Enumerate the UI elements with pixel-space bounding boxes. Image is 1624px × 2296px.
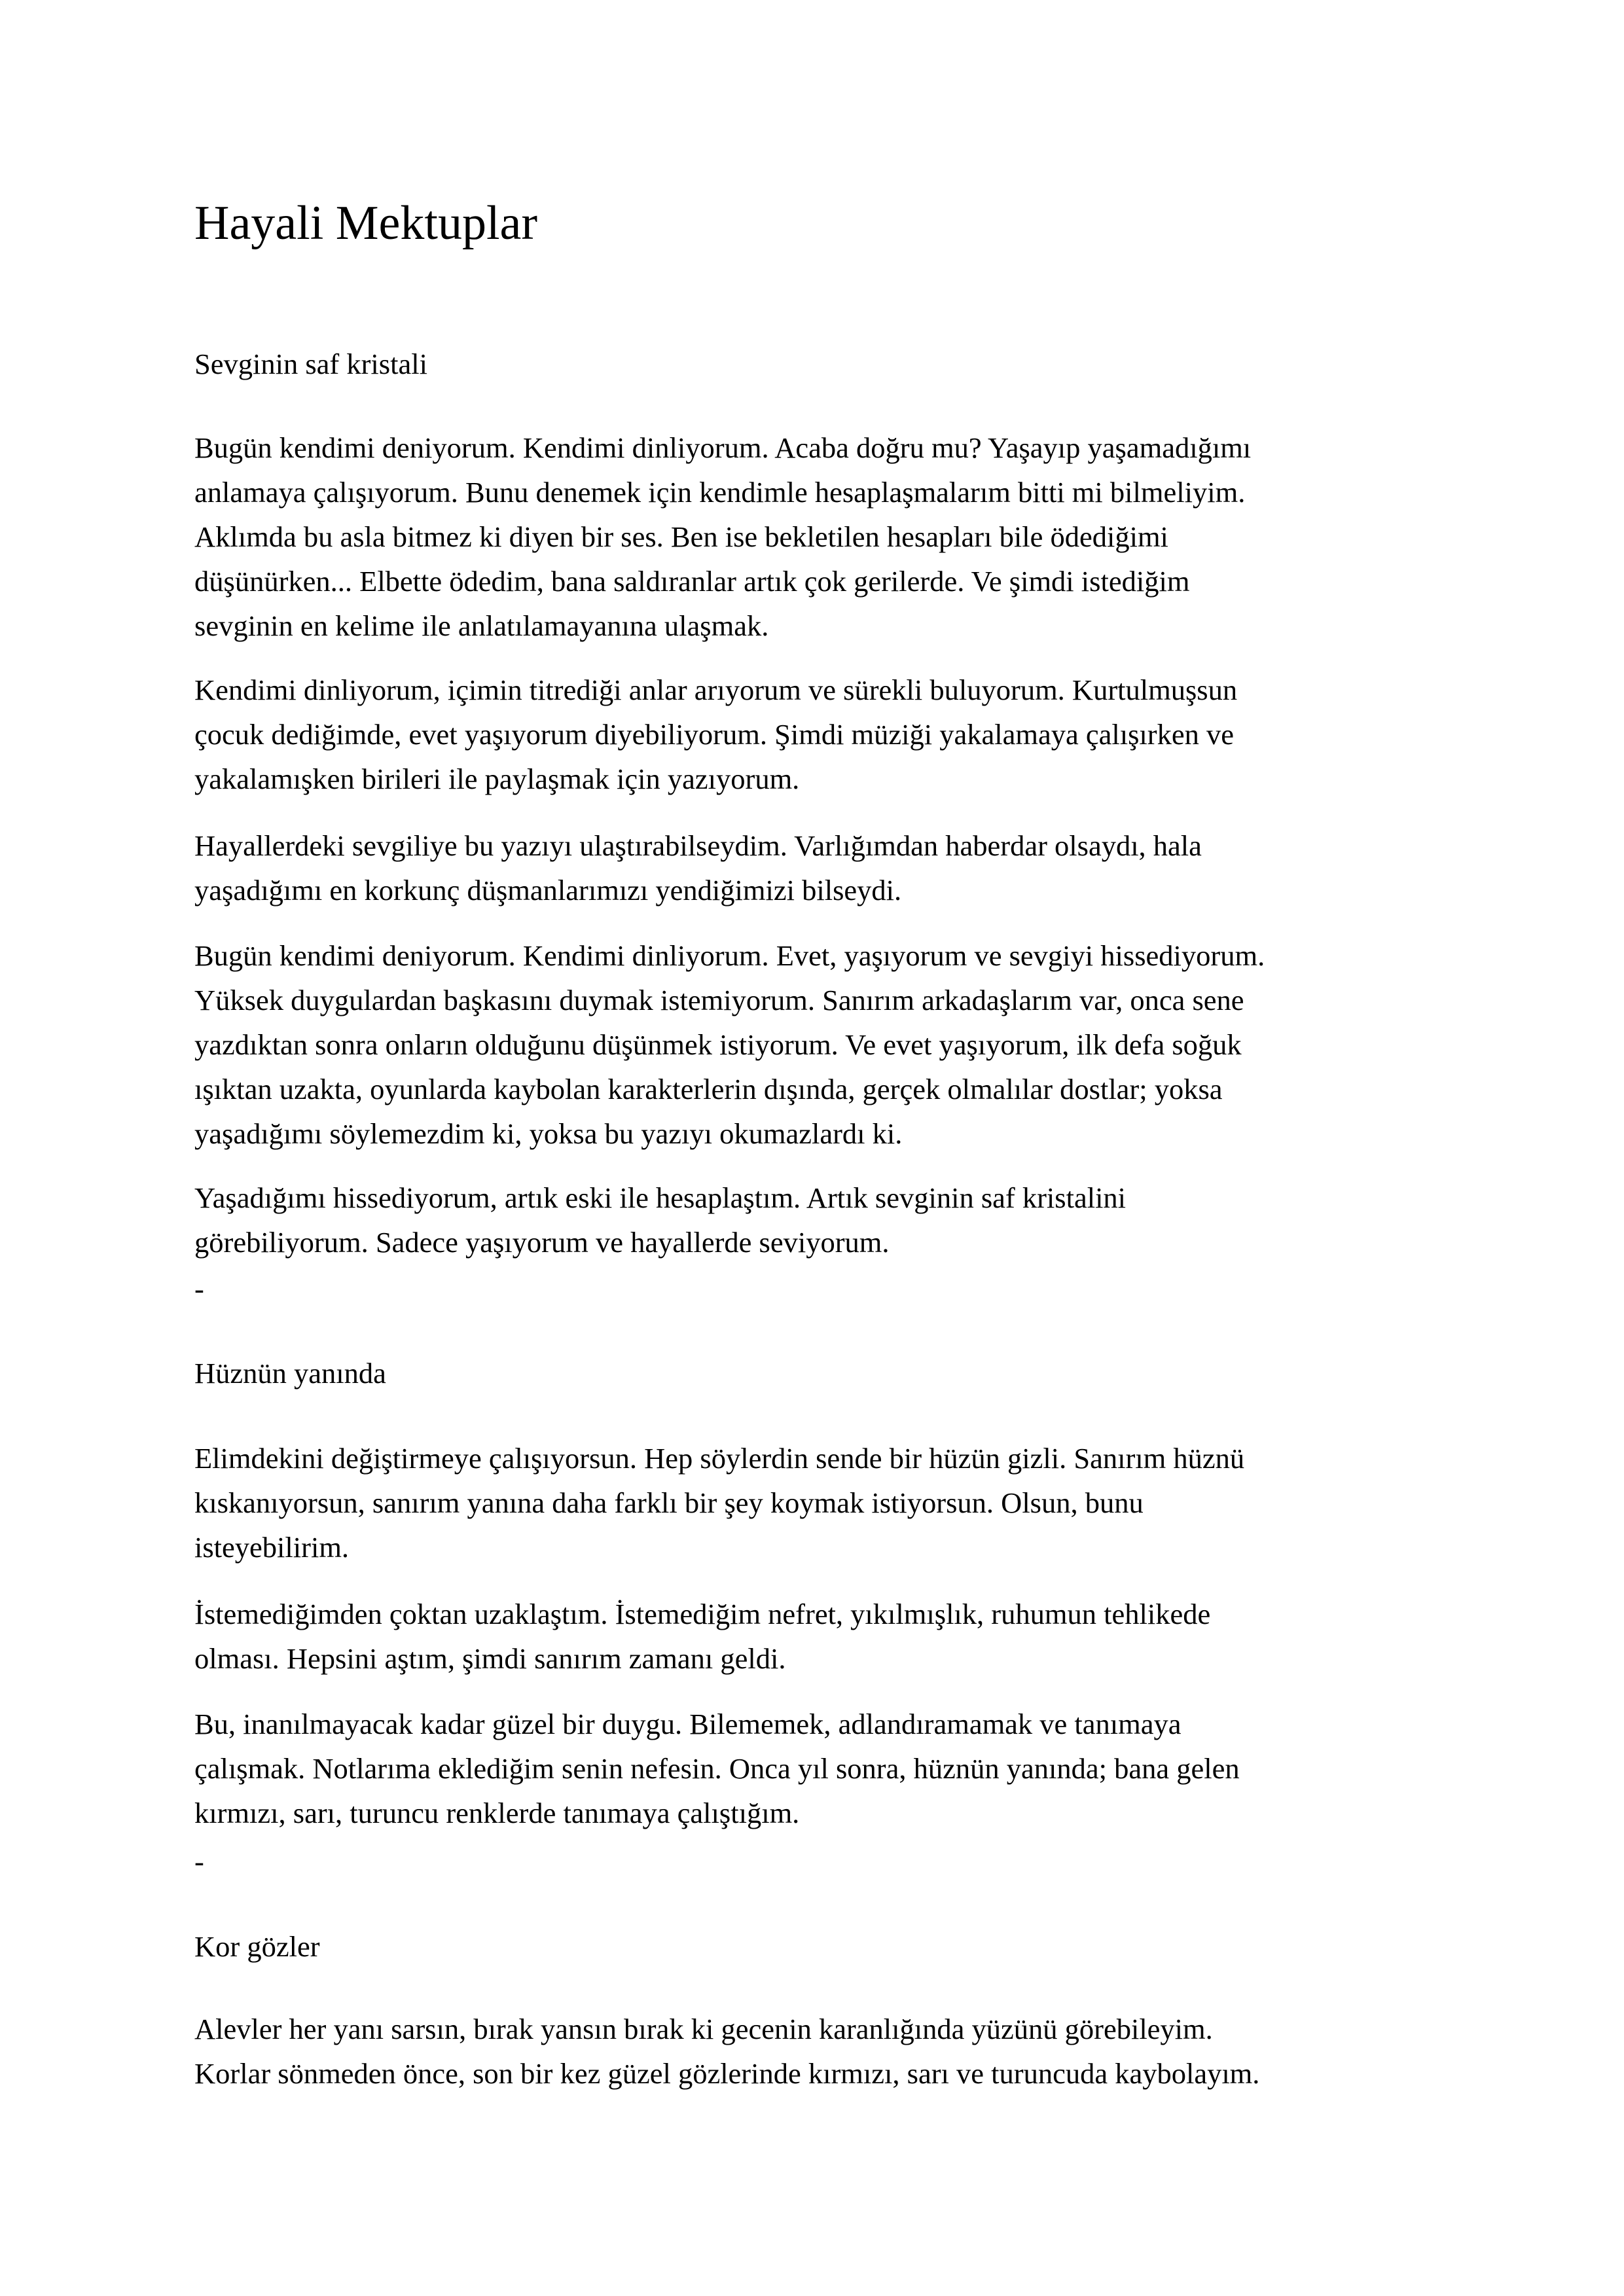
paragraph-line: isteyebilirim. xyxy=(194,1531,350,1564)
paragraph-line: yazdıktan sonra onların olduğunu düşünmek istiyorum. Ve evet yaşıyorum, ilk defa soğuk xyxy=(194,1028,1242,1061)
paragraph-line: Korlar sönmeden önce, son bir kez güzel gözlerinde kırmızı, sarı ve turuncuda kaybolayım. xyxy=(194,2057,1260,2090)
section-separator xyxy=(194,1266,204,1311)
separator-dash: - xyxy=(194,1272,204,1305)
paragraph-line: Kendimi dinliyorum, içimin titrediği anlar arıyorum ve sürekli buluyorum. Kurtulmuşsun xyxy=(194,673,1238,706)
paragraph-line: yaşadığımı söylemezdim ki, yoksa bu yazıyı okumazlardı ki. xyxy=(194,1117,903,1150)
paragraph-line: sevginin en kelime ile anlatılamayanına ulaşmak. xyxy=(194,609,769,642)
paragraph-line: Yüksek duygulardan başkasını duymak istemiyorum. Sanırım arkadaşlarım var, onca sene xyxy=(194,984,1244,1016)
paragraph-line: görebiliyorum. Sadece yaşıyorum ve hayallerde seviyorum. xyxy=(194,1226,890,1259)
document-title: Hayali Mektuplar xyxy=(194,196,537,250)
paragraph xyxy=(194,1702,1240,1835)
paragraph-line: yakalamışken birileri ile paylaşmak için yazıyorum. xyxy=(194,762,800,795)
paragraph xyxy=(194,668,1237,801)
paragraph-line: ışıktan uzakta, oyunlarda kaybolan karakterlerin dışında, gerçek olmalılar dostlar; yoksa xyxy=(194,1073,1223,1105)
paragraph-line: Aklımda bu asla bitmez ki diyen bir ses. Ben ise bekletilen hesapları bile ödediğimi xyxy=(194,520,1168,553)
heading-text: Kor gözler xyxy=(194,1930,320,1963)
paragraph-line: Elimdekini değiştirmeye çalışıyorsun. Hep söylerdin sende bir hüzün gizli. Sanırım hüznü xyxy=(194,1442,1245,1475)
section-separator xyxy=(194,1839,204,1884)
paragraph xyxy=(194,933,1265,1156)
paragraph-line: yaşadığımı en korkunç düşmanlarımızı yendiğimizi bilseydi. xyxy=(194,874,902,906)
heading-text: Sevginin saf kristali xyxy=(194,348,427,380)
paragraph-line: Bu, inanılmayacak kadar güzel bir duygu. Bilememek, adlandıramamak ve tanımaya xyxy=(194,1708,1182,1740)
heading-text: Hüznün yanında xyxy=(194,1357,386,1390)
section-heading xyxy=(194,342,427,386)
paragraph-line: kıskanıyorsun, sanırım yanına daha farklı bir şey koymak istiyorsun. Olsun, bunu xyxy=(194,1486,1144,1519)
paragraph xyxy=(194,425,1251,648)
paragraph xyxy=(194,1436,1244,1570)
paragraph-line: Hayallerdeki sevgiliye bu yazıyı ulaştırabilseydim. Varlığımdan haberdar olsaydı, hala xyxy=(194,829,1202,862)
paragraph xyxy=(194,1592,1210,1681)
section-heading xyxy=(194,1924,320,1969)
paragraph xyxy=(194,1175,1126,1265)
paragraph-line: Alevler her yanı sarsın, bırak yansın bırak ki gecenin karanlığında yüzünü görebileyim. xyxy=(194,2013,1213,2045)
paragraph xyxy=(194,823,1202,912)
paragraph-line: İstemediğimden çoktan uzaklaştım. İstemediğim nefret, yıkılmışlık, ruhumun tehlikede xyxy=(194,1598,1211,1630)
section-heading xyxy=(194,1351,386,1395)
paragraph-line: anlamaya çalışıyorum. Bunu denemek için kendimle hesaplaşmalarım bitti mi bilmeliyim. xyxy=(194,476,1246,509)
paragraph-line: kırmızı, sarı, turuncu renklerde tanımaya çalıştığım. xyxy=(194,1797,800,1829)
separator-dash: - xyxy=(194,1845,204,1878)
paragraph-line: çocuk dediğimde, evet yaşıyorum diyebiliyorum. Şimdi müziği yakalamaya çalışırken ve xyxy=(194,718,1234,751)
paragraph-line: Yaşadığımı hissediyorum, artık eski ile hesaplaştım. Artık sevginin saf kristalini xyxy=(194,1181,1127,1214)
paragraph-line: çalışmak. Notlarıma eklediğim senin nefesin. Onca yıl sonra, hüznün yanında; bana gelen xyxy=(194,1752,1240,1785)
paragraph xyxy=(194,2007,1259,2096)
paragraph-line: Bugün kendimi deniyorum. Kendimi dinliyorum. Acaba doğru mu? Yaşayıp yaşamadığımı xyxy=(194,431,1252,464)
paragraph-line: olması. Hepsini aştım, şimdi sanırım zamanı geldi. xyxy=(194,1642,786,1675)
paragraph-line: Bugün kendimi deniyorum. Kendimi dinliyorum. Evet, yaşıyorum ve sevgiyi hissediyorum. xyxy=(194,939,1265,972)
paragraph-line: düşünürken... Elbette ödedim, bana saldıranlar artık çok gerilerde. Ve şimdi istediğim xyxy=(194,565,1190,598)
